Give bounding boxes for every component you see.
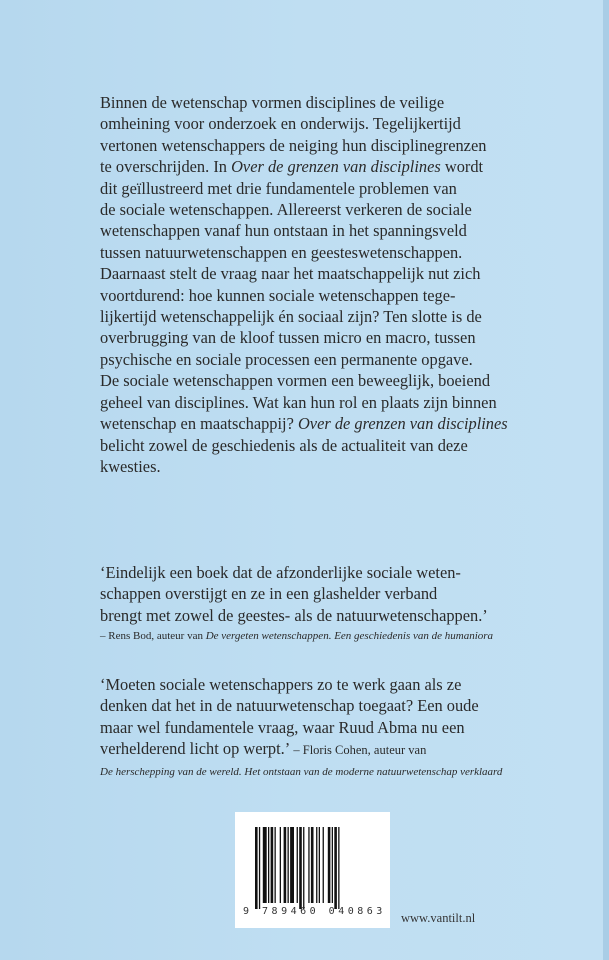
blurb-line xyxy=(100,220,508,241)
quote-attribution xyxy=(100,762,502,783)
attribution-book-title: De vergeten wetenschappen. Een geschiedenis van de humaniora xyxy=(205,630,494,643)
book-title: Over de grenzen van disciplines xyxy=(231,157,441,177)
blurb-line xyxy=(100,135,508,156)
blurb-line xyxy=(100,413,508,434)
isbn-barcode xyxy=(235,812,390,928)
blurb-line xyxy=(100,370,508,391)
blurb-segment: tussen natuurwetenschappen en geesteswetenschappen. xyxy=(100,242,463,262)
blurb-line xyxy=(100,456,508,477)
quote-line: maar wel fundamentele vraag, waar Ruud Abma nu een xyxy=(100,717,465,737)
attribution-author: – Rens Bod, auteur van xyxy=(100,630,206,643)
blurb-segment: vertonen wetenschappers de neiging hun disciplinegrenzen xyxy=(100,135,487,155)
barcode-bar xyxy=(275,827,276,903)
publisher-website: www.vantilt.nl xyxy=(401,911,476,925)
barcode-bar xyxy=(334,827,337,909)
quote-line: ‘Moeten sociale wetenschappers zo te werk gaan als ze xyxy=(100,675,462,694)
quote-line: denken dat het in de natuurwetenschap toegaat? Een oude xyxy=(100,696,479,716)
blurb-line xyxy=(100,178,508,199)
blurb-line xyxy=(100,92,508,113)
barcode-bar xyxy=(263,827,267,903)
quote-line xyxy=(100,738,502,761)
blurb-segment: kwesties. xyxy=(100,456,161,476)
blurb-segment: wetenschap en maatschappij? xyxy=(100,414,298,434)
blurb-segment: belicht zowel de geschiedenis als de actualiteit van deze xyxy=(100,435,468,455)
barcode-bar xyxy=(308,827,309,903)
blurb-line xyxy=(100,435,508,456)
barcode-bar xyxy=(259,827,260,909)
blurb-segment: psychische en sociale processen een permanente opgave. xyxy=(100,349,473,369)
barcode-bar xyxy=(311,827,314,903)
blurb-segment: omheining voor onderzoek en onderwijs. Tegelijkertijd xyxy=(100,114,461,134)
quote-floris-cohen xyxy=(100,674,502,783)
barcode-bar xyxy=(297,827,298,903)
blurb-segment: te overschrijden. In xyxy=(100,157,232,177)
blurb-line xyxy=(100,327,508,348)
barcode-bar xyxy=(290,827,294,903)
blurb-text xyxy=(100,92,508,477)
blurb-line xyxy=(100,349,508,370)
barcode-bar xyxy=(303,827,304,909)
blurb-line xyxy=(100,199,508,220)
barcode-bar xyxy=(338,827,339,909)
blurb-line xyxy=(100,263,508,284)
blurb-segment: Binnen de wetenschap vormen disciplines de veilige xyxy=(100,93,445,112)
barcode-bar xyxy=(323,827,324,903)
barcode-bar xyxy=(288,827,289,903)
blurb-line xyxy=(100,156,508,177)
quote-rens-bod xyxy=(100,562,493,647)
blurb-segment: lijkertijd wetenschappelijk én sociaal zijn? Ten slotte is de xyxy=(100,307,482,327)
quote-line: schappen overstijgt en ze in een glashelder verband xyxy=(100,584,438,604)
barcode-bar xyxy=(271,827,274,903)
quote-attribution xyxy=(100,626,493,647)
blurb-line xyxy=(100,242,508,263)
blurb-line xyxy=(100,285,508,306)
blurb-segment: wordt xyxy=(440,157,484,177)
barcode-bar xyxy=(280,827,281,903)
blurb-segment: geheel van disciplines. Wat kan hun rol en plaats zijn binnen xyxy=(100,392,497,412)
attribution-book-title: De herschepping van de wereld. Het ontstaan van de moderne natuurwetenschap verklaard xyxy=(100,765,503,778)
book-title: Over de grenzen van disciplines xyxy=(297,414,508,434)
blurb-segment: dit geïllustreerd met drie fundamentele problemen van xyxy=(100,178,457,198)
quote-line: brengt met zowel de geestes- als de natuurwetenschappen.’ xyxy=(100,605,488,625)
barcode-bar xyxy=(299,827,302,909)
blurb-line xyxy=(100,306,508,327)
cover-edge xyxy=(603,0,609,960)
barcode-bars xyxy=(255,827,373,909)
isbn-number: 9 789460 040863 xyxy=(243,906,386,917)
barcode-bar xyxy=(319,827,320,903)
quote-last-line: verhelderend licht op werpt.’ xyxy=(100,739,291,759)
barcode-bar xyxy=(332,827,333,903)
blurb-segment: Daarnaast stelt de vraag naar het maatschappelijk nut zich xyxy=(100,264,481,284)
barcode-bar xyxy=(328,827,331,903)
blurb-line xyxy=(100,113,508,134)
attribution-author: – Floris Cohen, auteur van xyxy=(290,743,427,758)
blurb-segment: voortdurend: hoe kunnen sociale wetenschappen tege- xyxy=(100,285,456,305)
blurb-segment: wetenschappen vanaf hun ontstaan in het spanningsveld xyxy=(100,221,467,241)
blurb-segment: de sociale wetenschappen. Allereerst verkeren de sociale xyxy=(100,200,472,220)
blurb-segment: overbrugging van de kloof tussen micro en macro, tussen xyxy=(100,328,476,348)
barcode-bar xyxy=(255,827,258,909)
quote-line: ‘Eindelijk een boek dat de afzonderlijke sociale weten- xyxy=(100,563,461,582)
blurb-line xyxy=(100,392,508,413)
barcode-bar xyxy=(284,827,287,903)
barcode-bar xyxy=(316,827,317,903)
barcode-bar xyxy=(268,827,269,903)
blurb-segment: De sociale wetenschappen vormen een beweeglijk, boeiend xyxy=(100,371,491,391)
